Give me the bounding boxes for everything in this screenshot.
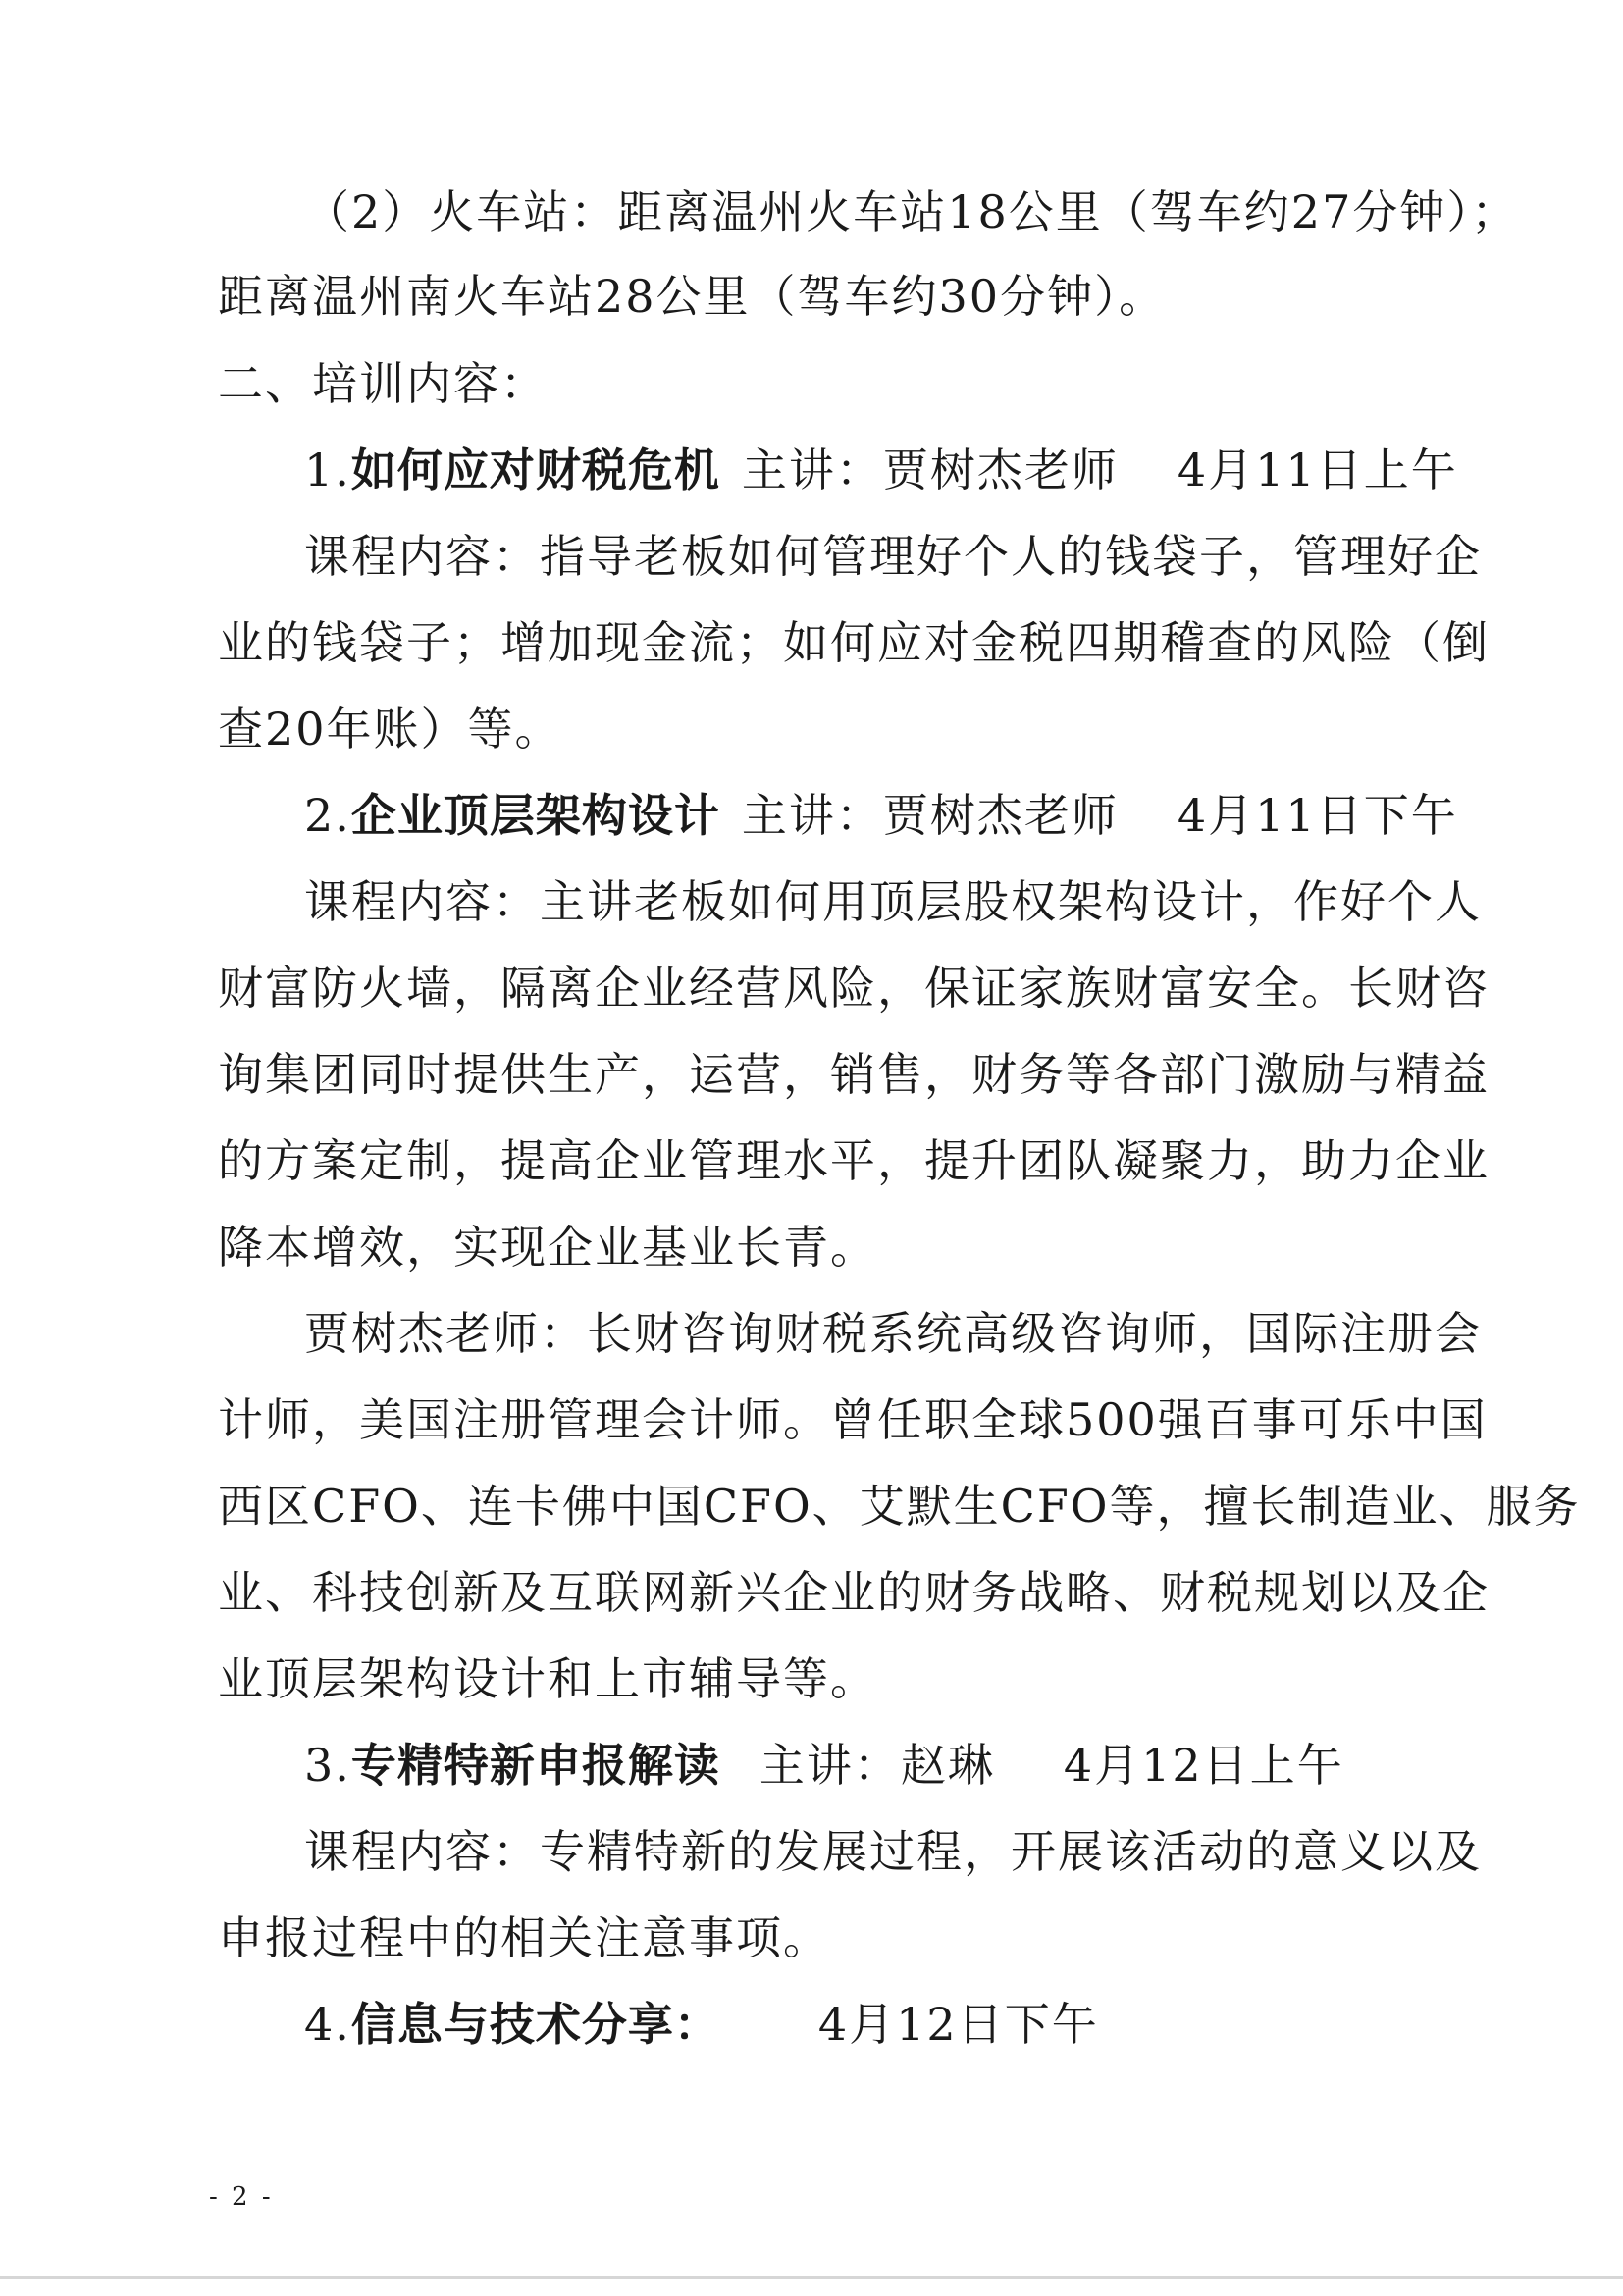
course-date: 4月12日上午 [1063,1739,1344,1792]
paragraph-line: 查20年账）等。 [218,703,562,756]
course-title: 专精特新申报解读 [350,1739,720,1792]
paragraph-line: （2）火车站：距离温州火车站18公里（驾车约27分钟）； [304,185,1519,238]
course-heading-3 [304,1736,1344,1795]
course-title: 信息与技术分享： [350,1998,720,2051]
paragraph-line: 课程内容：主讲老板如何用顶层股权架构设计，作好个人 [304,875,1482,928]
paragraph-line: 降本增效，实现企业基业长青。 [218,1221,877,1274]
paragraph-line: 课程内容：专精特新的发展过程，开展该活动的意义以及 [304,1825,1482,1878]
course-date: 4月11日下午 [1177,789,1458,842]
paragraph-line: 财富防火墙，隔离企业经营风险，保证家族财富安全。长财咨 [218,962,1490,1015]
course-lecturer: 主讲：赵琳 [759,1739,995,1792]
course-heading-2 [304,786,1458,845]
page-bottom-edge [0,2276,1623,2279]
paragraph-line: 的方案定制，提高企业管理水平，提升团队凝聚力，助力企业 [218,1134,1490,1187]
course-title: 如何应对财税危机 [350,444,720,496]
paragraph-line: 计师，美国注册管理会计师。曾任职全球500强百事可乐中国 [218,1393,1488,1446]
course-lecturer: 主讲：贾树杰老师 [741,444,1119,496]
paragraph-line: 业顶层架构设计和上市辅导等。 [218,1652,877,1705]
paragraph-line: 询集团同时提供生产，运营，销售，财务等各部门激励与精益 [218,1048,1490,1101]
section-heading: 二、培训内容： [218,357,548,410]
paragraph-line: 课程内容：指导老板如何管理好个人的钱袋子，管理好企 [304,530,1482,583]
course-heading-4 [304,1995,1099,2054]
course-number: 1. [304,444,351,496]
paragraph-line: 业、科技创新及互联网新兴企业的财务战略、财税规划以及企 [218,1566,1490,1619]
page-number: - 2 - [209,2182,274,2212]
course-date: 4月11日上午 [1177,444,1458,496]
course-number: 2. [304,789,351,842]
course-number: 3. [304,1739,351,1792]
course-number: 4. [304,1998,351,2051]
paragraph-line: 申报过程中的相关注意事项。 [218,1911,830,1964]
course-date: 4月12日下午 [817,1998,1099,2051]
paragraph-line: 业的钱袋子；增加现金流；如何应对金税四期稽查的风险（倒 [218,616,1490,669]
paragraph-line: 距离温州南火车站28公里（驾车约30分钟）。 [218,270,1167,323]
course-lecturer: 主讲：贾树杰老师 [741,789,1119,842]
paragraph-line: 贾树杰老师：长财咨询财税系统高级咨询师，国际注册会 [304,1307,1482,1360]
course-heading-1 [304,441,1458,499]
course-title: 企业顶层架构设计 [350,789,720,842]
paragraph-line: 西区CFO、连卡佛中国CFO、艾默生CFO等，擅长制造业、服务 [218,1480,1581,1533]
